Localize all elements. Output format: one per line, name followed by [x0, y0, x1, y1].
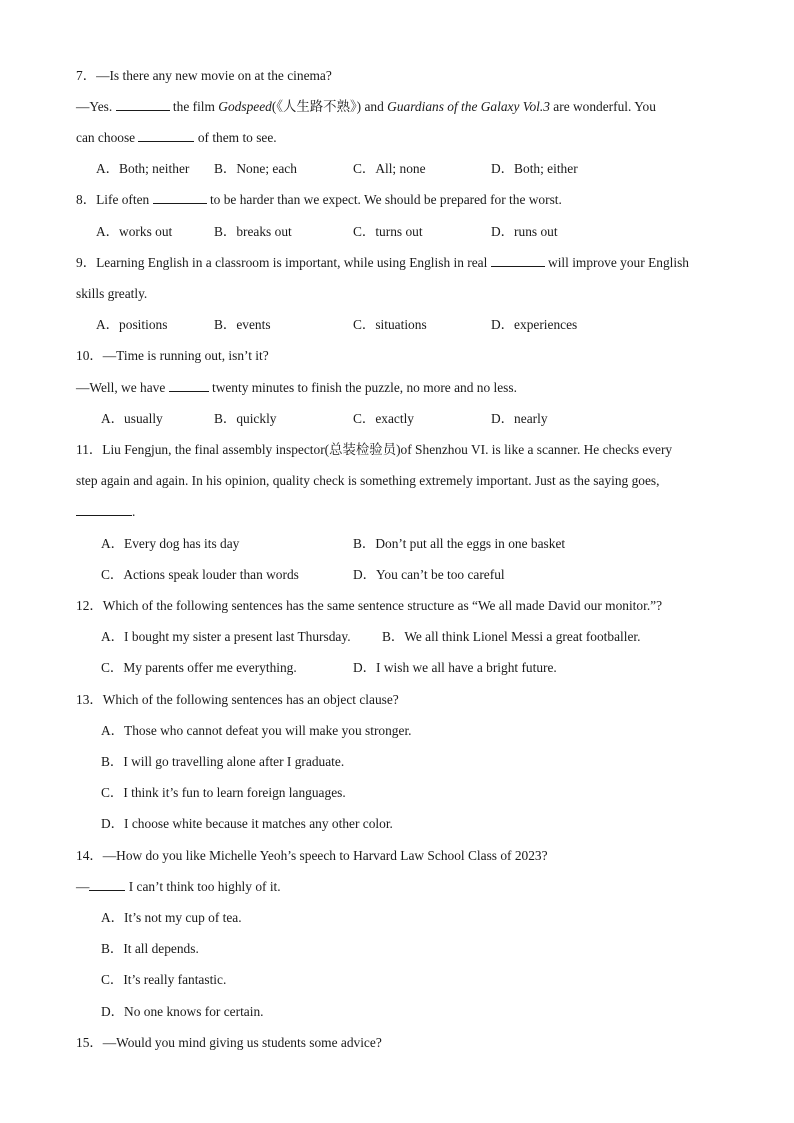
q11-option-d[interactable]: D．You can’t be too careful	[353, 567, 505, 582]
q8-stem-a: 8．Life often	[76, 192, 153, 207]
q7-line2-c: and	[361, 99, 388, 114]
q7-stem-text: 7．—Is there any new movie on at the cinema?	[76, 68, 332, 83]
q7-line2	[76, 99, 656, 115]
q9-option-c[interactable]: C．situations	[353, 317, 427, 332]
q11-stem-line1: 11．Liu Fengjun, the final assembly inspector(总装检验员)of Shenzhou VI. is like a scanner. He checks every	[76, 442, 673, 457]
q11-stem-line3	[76, 504, 135, 520]
q12-stem: 12．Which of the following sentences has the same sentence structure as “We all made David our monitor.”?	[76, 598, 663, 613]
q7-blank-2	[138, 130, 194, 142]
q7-film2: Guardians of the Galaxy Vol.3	[387, 99, 550, 114]
q7-film1-cn: (《人生路不熟》)	[271, 99, 362, 114]
q14-line2	[76, 879, 281, 895]
q15-stem: 15．—Would you mind giving us students some advice?	[76, 1035, 382, 1050]
q14-option-c[interactable]: C．It’s really fantastic.	[101, 972, 227, 987]
q7-film1: Godspeed	[218, 99, 272, 114]
q7-blank-1	[116, 99, 170, 111]
q9-option-b[interactable]: B．events	[214, 317, 271, 332]
q9-option-a[interactable]: A．positions	[96, 317, 168, 332]
q14-option-d[interactable]: D．No one knows for certain.	[101, 1004, 264, 1019]
q10-line2-a: —Well, we have	[76, 380, 169, 395]
q7-line2-d: are wonderful. You	[549, 99, 656, 114]
q10-line2-b: twenty minutes to finish the puzzle, no more and no less.	[208, 380, 517, 395]
q9-blank	[491, 255, 545, 267]
q8-option-d[interactable]: D．runs out	[491, 224, 558, 239]
q13-stem: 13．Which of the following sentences has an object clause?	[76, 692, 399, 707]
q8-option-b[interactable]: B．breaks out	[214, 224, 292, 239]
q8-option-a[interactable]: A．works out	[96, 224, 173, 239]
q10-option-c[interactable]: C．exactly	[353, 411, 414, 426]
q14-stem: 14．—How do you like Michelle Yeoh’s speech to Harvard Law School Class of 2023?	[76, 848, 548, 863]
q11-blank	[76, 504, 132, 516]
q8-stem-b: to be harder than we expect. We should be prepared for the worst.	[206, 192, 562, 207]
q12-option-b[interactable]: B．We all think Lionel Messi a great footballer.	[382, 629, 641, 644]
q14-option-a[interactable]: A．It’s not my cup of tea.	[101, 910, 242, 925]
q7-option-a[interactable]: A．Both; neither	[96, 161, 190, 176]
q13-option-d[interactable]: D．I choose white because it matches any other color.	[101, 816, 393, 831]
q13-option-b[interactable]: B．I will go travelling alone after I graduate.	[101, 754, 345, 769]
q7-option-b[interactable]: B．None; each	[214, 161, 297, 176]
q9-stem-line2: skills greatly.	[76, 286, 148, 301]
q11-option-c[interactable]: C．Actions speak louder than words	[101, 567, 299, 582]
q8-option-c[interactable]: C．turns out	[353, 224, 423, 239]
q8-stem	[76, 192, 562, 208]
q14-option-b[interactable]: B．It all depends.	[101, 941, 199, 956]
q10-stem: 10．—Time is running out, isn’t it?	[76, 348, 269, 363]
q7-stem	[76, 68, 332, 84]
q7-line3-b: of them to see.	[194, 130, 277, 145]
q9-stem-b: will improve your English	[544, 255, 689, 270]
q13-option-a[interactable]: A．Those who cannot defeat you will make you stronger.	[101, 723, 412, 738]
q11-option-a[interactable]: A．Every dog has its day	[101, 536, 240, 551]
q10-option-a[interactable]: A．usually	[101, 411, 163, 426]
q14-line2-b: I can’t think too highly of it.	[125, 879, 281, 894]
q7-option-d[interactable]: D．Both; either	[491, 161, 578, 176]
q10-line2	[76, 380, 517, 396]
q8-blank	[153, 192, 207, 204]
q13-option-c[interactable]: C．I think it’s fun to learn foreign languages.	[101, 785, 346, 800]
q14-blank	[89, 879, 125, 891]
q11-stem-line2: step again and again. In his opinion, quality check is something extremely important. Just as the saying goes,	[76, 473, 660, 488]
q7-option-c[interactable]: C．All; none	[353, 161, 426, 176]
q12-option-d[interactable]: D．I wish we all have a bright future.	[353, 660, 557, 675]
q11-stem-line3-end: .	[132, 504, 136, 519]
q10-option-d[interactable]: D．nearly	[491, 411, 548, 426]
q9-stem	[76, 255, 689, 271]
q11-option-b[interactable]: B．Don’t put all the eggs in one basket	[353, 536, 566, 551]
q9-stem-a: 9．Learning English in a classroom is important, while using English in real	[76, 255, 491, 270]
q14-line2-a: —	[76, 879, 90, 894]
q7-line3-a: can choose	[76, 130, 139, 145]
q10-blank	[169, 380, 209, 392]
q10-option-b[interactable]: B．quickly	[214, 411, 277, 426]
q12-option-c[interactable]: C．My parents offer me everything.	[101, 660, 297, 675]
q12-option-a[interactable]: A．I bought my sister a present last Thursday.	[101, 629, 351, 644]
q7-line3	[76, 130, 277, 146]
q9-option-d[interactable]: D．experiences	[491, 317, 578, 332]
q7-line2-a: —Yes.	[76, 99, 116, 114]
q7-line2-b: the film	[169, 99, 219, 114]
